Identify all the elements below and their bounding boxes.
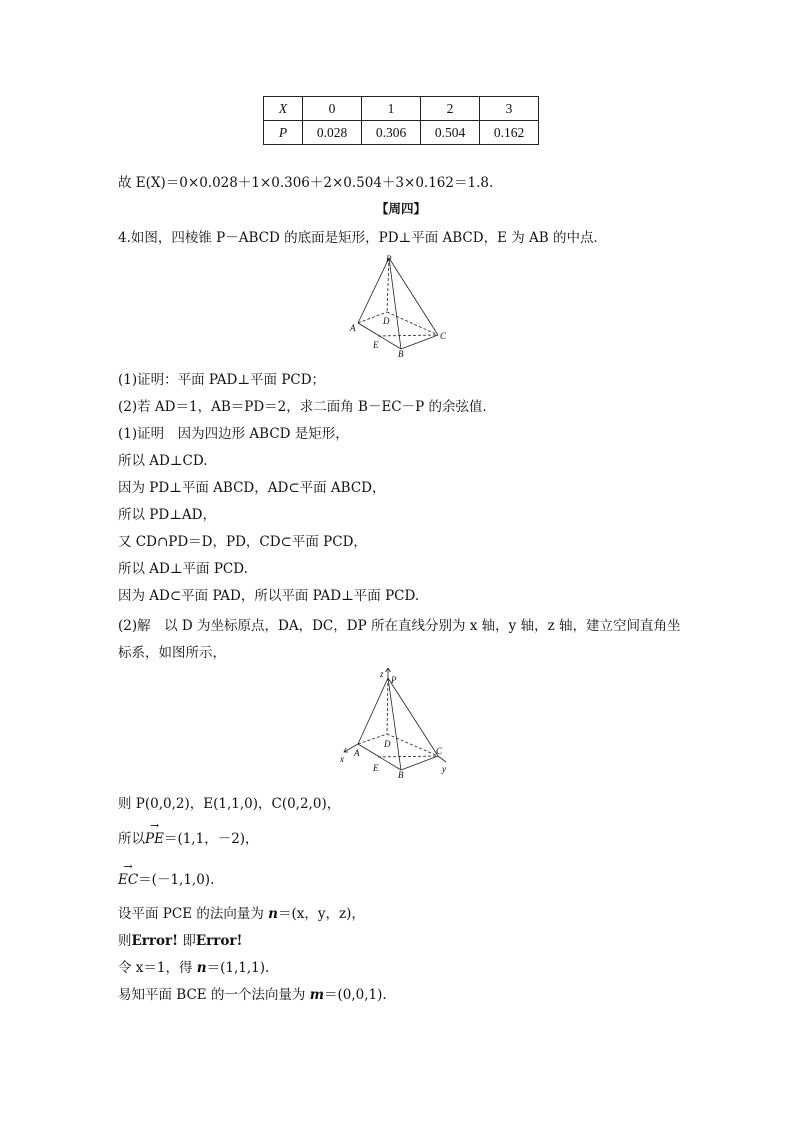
- label-p: P: [391, 675, 397, 685]
- solution-line: (1)证明 因为四边形 ABCD 是矩形，: [118, 426, 349, 442]
- coordinate-pyramid-figure-2: [338, 668, 458, 783]
- label-a: A: [350, 323, 356, 333]
- text-segment: ＝(－1,1,0).: [138, 872, 215, 888]
- label-e: E: [373, 340, 379, 350]
- table-header-p: P: [264, 121, 303, 145]
- label-d: D: [384, 739, 391, 749]
- table-header-x: X: [264, 97, 303, 121]
- error-line: [118, 929, 242, 949]
- text-segment: 即: [178, 933, 196, 949]
- solution-line: 又 CD∩PD＝D，PD，CD⊂平面 PCD，: [118, 534, 367, 550]
- text-segment: ＝(1,1，－2)，: [163, 831, 259, 847]
- table-cell: 0.028: [303, 121, 362, 145]
- label-b: B: [398, 349, 404, 359]
- text-segment: 所以: [118, 831, 145, 847]
- question-2: (2)若 AD＝1，AB＝PD＝2，求二面角 B－EC－P 的余弦值．: [118, 399, 497, 415]
- solution-line: 标系，如图所示，: [118, 645, 226, 661]
- table-cell: 0.504: [421, 121, 480, 145]
- table-cell: 0: [303, 97, 362, 121]
- distribution-table: [263, 96, 539, 145]
- set-x-line: [118, 956, 269, 976]
- vector-m: m: [309, 987, 325, 1003]
- problem-statement: 4.如图，四棱锥 P－ABCD 的底面是矩形，PD⊥平面 ABCD，E 为 AB 的中点．: [118, 230, 607, 246]
- normal-vector-m-line: [118, 983, 387, 1003]
- solution-line: 因为 PD⊥平面 ABCD，AD⊂平面 ABCD，: [118, 480, 386, 496]
- table-cell: 2: [421, 97, 480, 121]
- vector-ec: → EC: [118, 872, 138, 888]
- label-e: E: [373, 763, 379, 773]
- vector-ec-line: [118, 868, 214, 888]
- table-cell: 0.306: [362, 121, 421, 145]
- solution-line: (2)解 以 D 为坐标原点，DA，DC，DP 所在直线分别为 x 轴，y 轴，z 轴，建立空间直角坐: [118, 618, 681, 634]
- vector-pe-line: [118, 827, 259, 847]
- normal-vector-line: [118, 902, 365, 922]
- solution-line: 所以 PD⊥AD，: [118, 507, 216, 523]
- text-segment: ＝(x，y，z)，: [277, 906, 365, 922]
- label-d: D: [383, 316, 390, 326]
- table-row: [264, 121, 539, 145]
- label-c: C: [440, 331, 447, 341]
- label-c: C: [436, 746, 443, 756]
- text-segment: 易知平面 BCE 的一个法向量为: [118, 987, 310, 1003]
- label-y: y: [442, 764, 446, 774]
- label-x: x: [340, 754, 344, 764]
- pyramid-figure-1: [340, 250, 460, 362]
- question-1: (1)证明：平面 PAD⊥平面 PCD；: [118, 372, 326, 388]
- text-segment: 令 x＝1，得: [118, 960, 197, 976]
- expectation-line: 故 E(X)＝0×0.028＋1×0.306＋2×0.504＋3×0.162＝1.8.: [118, 175, 494, 191]
- table-cell: 1: [362, 97, 421, 121]
- section-heading: 【周四】: [376, 201, 427, 216]
- vector-n: n: [196, 960, 207, 976]
- table-row: [264, 97, 539, 121]
- table-cell: 0.162: [480, 121, 539, 145]
- solution-line: 所以 AD⊥CD.: [118, 453, 208, 469]
- solution-line: 则 P(0,0,2)，E(1,1,0)，C(0,2,0)，: [118, 796, 341, 812]
- table-cell: 3: [480, 97, 539, 121]
- text-segment: 则: [118, 933, 132, 949]
- text-segment: ＝(1,1,1).: [206, 960, 270, 976]
- label-p: P: [386, 254, 392, 264]
- label-a: A: [354, 748, 360, 758]
- text-segment: ＝(0,0,1).: [324, 987, 387, 1003]
- error-text: Error!: [195, 933, 243, 949]
- solution-line: 因为 AD⊂平面 PAD，所以平面 PAD⊥平面 PCD.: [118, 588, 420, 604]
- solution-line: 所以 AD⊥平面 PCD.: [118, 561, 248, 577]
- text-segment: 设平面 PCE 的法向量为: [118, 906, 269, 922]
- label-b: B: [398, 770, 404, 780]
- error-text: Error!: [131, 933, 179, 949]
- label-z: z: [380, 669, 384, 679]
- vector-n: n: [268, 906, 278, 922]
- vector-pe: → PE: [145, 831, 164, 847]
